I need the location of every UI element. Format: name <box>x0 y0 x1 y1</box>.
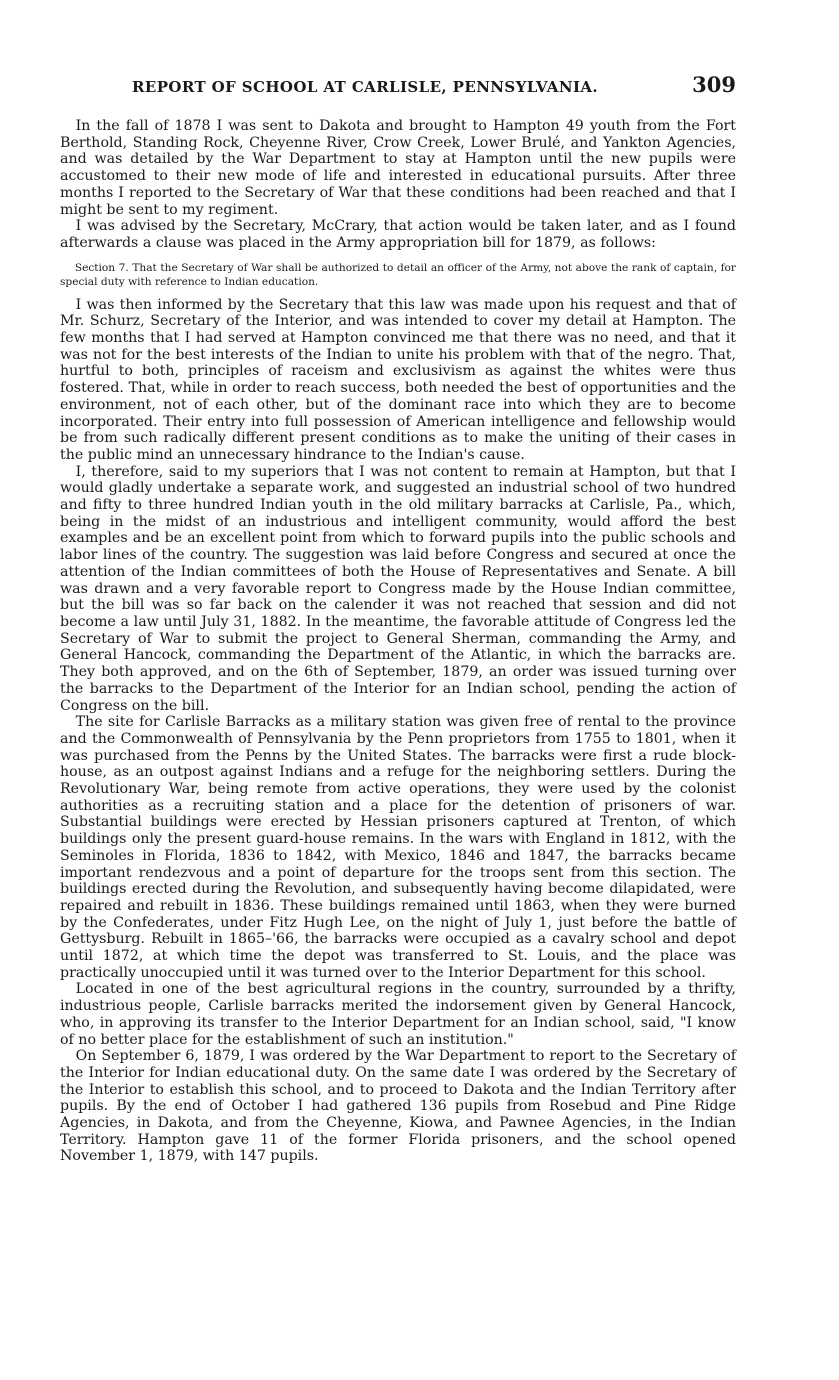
paragraph-hancock-endorsement: Located in one of the best agricultural regions in the country, surrounded by a thrifty, industrious people, Carlisle barracks merited the indorsement given by General Hancock, who, in approving its transfer to the Interior Department for an Indian school, said, "I know of no better place for the establishment of such an institution." <box>60 981 736 1048</box>
page-title: REPORT OF SCHOOL AT CARLISLE, PENNSYLVANIA. <box>132 78 599 96</box>
paragraph-school-opening: On September 6, 1879, I was ordered by the War Department to report to the Secretary of the Interior for Indian educational duty. On the same date I was ordered by the Secretary of the Interior to establish this school, and to proceed to Dakota and the Indian Territory after pupils. By the end of October I had gathered 136 pupils from Rosebud and Pine Ridge Agencies, in Dakota, and from the Cheyenne, Kiowa, and Pawnee Agencies, in the Indian Territory. Hampton gave 11 of the former Florida prisoners, and the school opened November 1, 1879, with 147 pupils. <box>60 1048 736 1165</box>
page-number: 309 <box>692 72 736 97</box>
paragraph-barracks-history: The site for Carlisle Barracks as a military station was given free of rental to the province and the Commonwealth of Pennsylvania by the Penn proprietors from 1755 to 1801, when it was purchased from the Penns by the United States. The barracks were first a rude block-house, as an outpost against Indians and a refuge for the neighboring settlers. During the Revolutionary War, being remote from active operations, they were used by the colonist authorities as a recruiting station and a place for the detention of prisoners of war. Substantial buildings were erected by Hessian prisoners captured at Trenton, of which buildings only the present guard-house remains. In the wars with England in 1812, with the Seminoles in Florida, 1836 to 1842, with Mexico, 1846 and 1847, the barracks became important rendezvous and a point of departure for the troops sent from this section. The buildings erected during the Revolution, and subsequently having become dilapidated, were repaired and rebuilt in 1836. These buildings remained until 1863, when they were burned by the Confederates, under Fitz Hugh Lee, on the night of July 1, just before the battle of Gettysburg. Rebuilt in 1865–'66, the barracks were occupied as a cavalry school and depot until 1872, at which time the depot was transferred to St. Louis, and the place was practically unoccupied until it was turned over to the Interior Department for this school. <box>60 714 736 981</box>
paragraph-schurz-law: I was then informed by the Secretary that this law was made upon his request and that of Mr. Schurz, Secretary of the Interior, and was intended to cover my detail at Hampton. The few months that I had served at Hampton convinced me that there was no need, and that it was not for the best interests of the Indian to unite his problem with that of the negro. That, hurtful to both, principles of raceism and exclusivism as against the whites were thus fostered. That, while in order to reach success, both needed the best of opportunities and the environment, not of each other, but of the dominant race into which they are to become incorporated. Their entry into full possession of American intelligence and fellowship would be from such radically different present conditions as to make the uniting of their cases in the public mind an unnecessary hindrance to the Indian's cause. <box>60 296 736 463</box>
document-page <box>60 70 736 1165</box>
paragraph-dakota-hampton: In the fall of 1878 I was sent to Dakota and brought to Hampton 49 youth from the Fort Berthold, Standing Rock, Cheyenne River, Crow Creek, Lower Brulé, and Yankton Agencies, and was detailed by the War Department to stay at Hampton until the new pupils were accustomed to their new mode of life and interested in educational pursuits. After three months I reported to the Secretary of War that these conditions had been reached and that I might be sent to my regiment. <box>60 118 736 218</box>
body-text <box>60 118 736 1165</box>
paragraph-carlisle-proposal: I, therefore, said to my superiors that I was not content to remain at Hampton, but that I would gladly undertake a separate work, and suggested an industrial school of two hundred and fifty to three hundred Indian youth in the old military barracks at Carlisle, Pa., which, being in the midst of an industrious and intelligent community, would afford the best examples and be an excellent point from which to forward pupils into the public schools and labor lines of the country. The suggestion was laid before Congress and secured at once the attention of the Indian committees of both the House of Representatives and Senate. A bill was drawn and a very favorable report to Congress made by the House Indian committee, but the bill was so far back on the calender it was not reached that session and did not become a law until July 31, 1882. In the meantime, the favorable attitude of Congress led the Secretary of War to submit the project to General Sherman, commanding the Army, and General Hancock, commanding the Department of the Atlantic, in which the barracks are. They both approved, and on the 6th of September, 1879, an order was issued turning over the barracks to the Department of the Interior for an Indian school, pending the action of Congress on the bill. <box>60 463 736 714</box>
paragraph-mccrary-advice: I was advised by the Secretary, McCrary, that action would be taken later, and as I found afterwards a clause was placed in the Army appropriation bill for 1879, as follows: <box>60 218 736 251</box>
running-head <box>60 70 736 106</box>
quoted-law-section-7: Section 7. That the Secretary of War shall be authorized to detail an officer of the Army, not above the rank of captain, for special duty with reference to Indian education. <box>60 261 736 288</box>
